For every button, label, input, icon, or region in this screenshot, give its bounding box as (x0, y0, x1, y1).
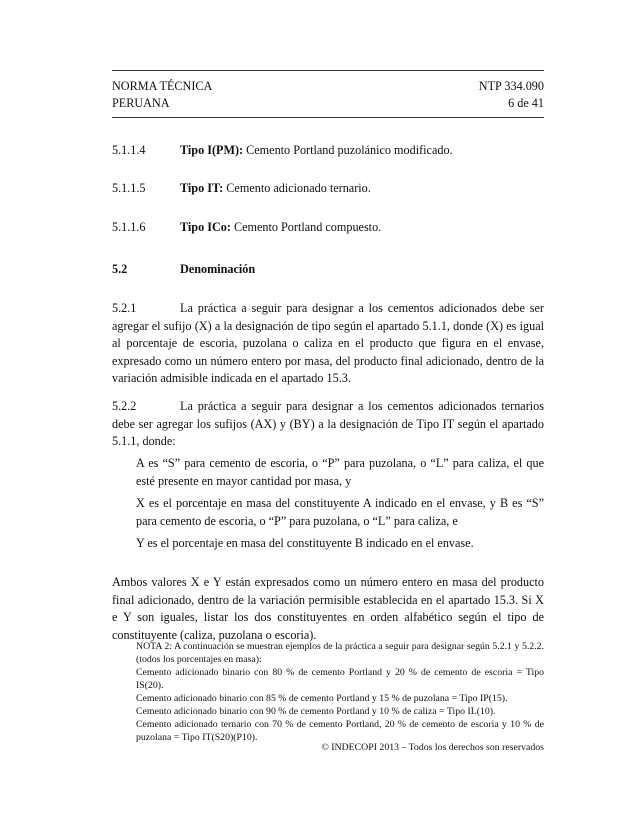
section-title: Denominación (180, 262, 256, 276)
paragraph-5-2-2 (112, 398, 544, 451)
item-text: Cemento Portland puzolánico modificado. (246, 143, 453, 157)
header-ntp-code: NTP 334.090 (478, 79, 544, 93)
header-top-rule (112, 70, 544, 71)
item-number: 5.1.1.5 (112, 181, 146, 195)
paragraph-number: 5.2.1 (112, 301, 137, 315)
paragraph-text: La práctica a seguir para designar a los cementos adicionados ternarios debe ser agregar los sufijos (AX) y (BY) a la designación de Tipo IT según el apartado 5.1.1, donde: (112, 399, 544, 449)
note-example: Cemento adicionado binario con 90 % de cemento Portland y 10 % de caliza = Tipo IL(10). (136, 706, 496, 717)
note-example: Cemento adicionado ternario con 70 % de cemento Portland, 20 % de cemento de escoria y 10 % de puzolana = Tipo IT(S20)(P10). (136, 719, 544, 743)
header-page-number: 6 de 41 (508, 96, 544, 110)
definition-a: A es “S” para cemento de escoria, o “P” para puzolana, o “L” para caliza, el que esté presente en mayor cantidad por masa, y (136, 456, 544, 488)
footer-copyright: © INDECOPI 2013 – Todos los derechos son reservados (321, 742, 544, 753)
item-number: 5.1.1.4 (112, 143, 146, 157)
paragraph-text: La práctica a seguir para designar a los cementos adicionados debe ser agregar el sufijo (X) a la designación de tipo según el apartado 5.1.1, donde (X) es igual al porcentaje de escoria, puzolana o caliza en el producto que figura en el envase, expresado como un número entero por masa, del producto final adicionado, dentro de la variación admisible indicada en el apartado 15.3. (112, 301, 544, 386)
paragraph-number: 5.2.2 (112, 399, 137, 413)
note-2 (136, 640, 544, 744)
item-title: Tipo IT: (180, 181, 224, 195)
item-definition (180, 143, 453, 158)
header-norma-tecnica: NORMA TÉCNICA (112, 79, 213, 93)
item-title: Tipo ICo: (180, 220, 231, 234)
header-left (112, 78, 212, 112)
header-right (400, 78, 544, 112)
item-number: 5.1.1.6 (112, 220, 146, 234)
item-definition (180, 220, 381, 235)
paragraph-5-2-1 (112, 300, 544, 388)
header-bottom-rule (112, 117, 544, 118)
note-example: Cemento adicionado binario con 80 % de cemento Portland y 20 % de cemento de escoria = Tipo IS(20). (136, 667, 544, 691)
item-text: Cemento Portland compuesto. (233, 220, 382, 234)
header-peruana: PERUANA (112, 96, 170, 110)
definition-x: X es el porcentaje en masa del constituyente A indicado en el envase, y B es “S” para cemento de escoria, o “P” para puzolana, o “L” para caliza, e (136, 496, 544, 528)
note-intro: NOTA 2: A continuación se muestran ejemplos de la práctica a seguir para designar según 5.2.1 y 5.2.2. (todos los porcentajes en masa): (136, 641, 544, 665)
item-title: Tipo I(PM): (180, 143, 244, 157)
item-text: Cemento adicionado ternario. (226, 181, 371, 195)
item-definition (180, 181, 371, 196)
note-example: Cemento adicionado binario con 85 % de cemento Portland y 15 % de puzolana = Tipo IP(15). (136, 693, 508, 704)
paragraph-ambos-valores: Ambos valores X e Y están expresados como un número entero en masa del producto final adicionado, dentro de la variación permisible establecida en el apartado 15.3. Si X e Y son iguales, listar los dos constituyentes en orden alfabético según el tipo de constituyente (caliza, puzolana o escoria). (112, 575, 544, 642)
definition-y: Y es el porcentaje en masa del constituyente B indicado en el envase. (136, 536, 474, 550)
section-number: 5.2 (112, 262, 128, 276)
